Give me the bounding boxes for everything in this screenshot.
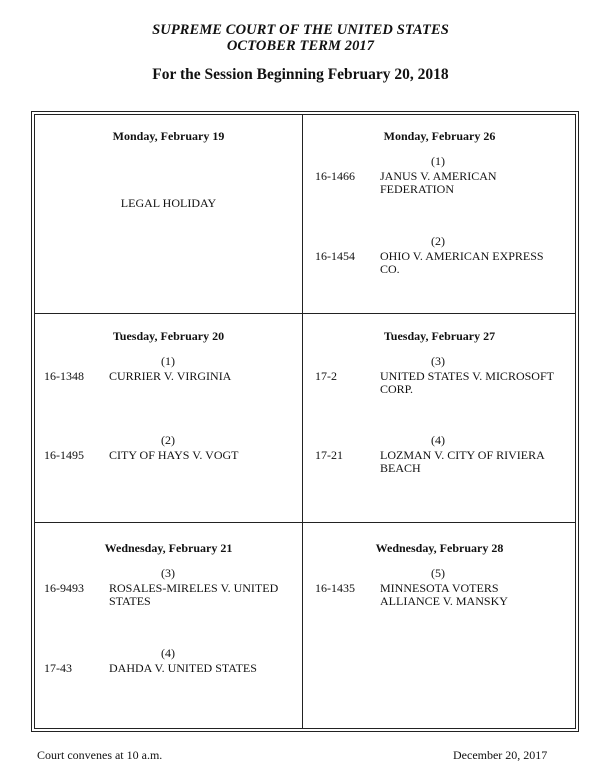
case-order: (5): [431, 566, 445, 580]
day-cell-tue27: [303, 314, 576, 522]
case-title: CITY OF HAYS V. VOGT: [109, 448, 239, 462]
case-title: JANUS V. AMERICAN FEDERATION: [380, 169, 497, 196]
case-order: (3): [161, 566, 175, 580]
court-title: SUPREME COURT OF THE UNITED STATES: [152, 22, 449, 38]
case-order: (4): [161, 646, 175, 660]
case-order: (1): [431, 154, 445, 168]
docket-number: 16-9493: [44, 581, 84, 595]
docket-number: 17-43: [44, 661, 72, 675]
case-order: (4): [431, 433, 445, 447]
day-label: Monday, February 19: [112, 129, 225, 143]
day-label: Monday, February 26: [383, 129, 496, 143]
case-title: UNITED STATES V. MICROSOFT CORP.: [380, 369, 554, 396]
docket-number: 17-2: [315, 369, 337, 383]
session-title: For the Session Beginning February 20, 2018: [152, 66, 449, 83]
day-label: Wednesday, February 28: [375, 541, 504, 555]
day-label: Tuesday, February 20: [112, 329, 225, 343]
case-order: (3): [431, 354, 445, 368]
case-order: (1): [161, 354, 175, 368]
docket-number: 16-1454: [315, 249, 355, 263]
case-title: ROSALES-MIRELES V. UNITED STATES: [109, 581, 279, 608]
docket-number: 17-21: [315, 448, 343, 462]
docket-number: 16-1495: [44, 448, 84, 462]
legal-holiday-note: LEGAL HOLIDAY: [120, 196, 217, 210]
issue-date: December 20, 2017: [453, 748, 548, 762]
case-title: CURRIER V. VIRGINIA: [109, 369, 232, 383]
docket-number: 16-1348: [44, 369, 84, 383]
case-title: LOZMAN V. CITY OF RIVIERA BEACH: [380, 448, 545, 475]
docket-number: 16-1435: [315, 581, 355, 595]
day-cell-wed28: [303, 523, 576, 729]
convenes-note: Court convenes at 10 a.m.: [37, 748, 163, 762]
day-label: Wednesday, February 21: [104, 541, 233, 555]
day-cell-tue20: [35, 314, 302, 522]
day-cell-mon26: [303, 115, 576, 313]
term-title: OCTOBER TERM 2017: [226, 38, 375, 54]
case-order: (2): [431, 234, 445, 248]
case-order: (2): [161, 433, 175, 447]
day-label: Tuesday, February 27: [383, 329, 496, 343]
case-title: DAHDA V. UNITED STATES: [109, 661, 257, 675]
case-title: MINNESOTA VOTERS ALLIANCE V. MANSKY: [380, 581, 508, 608]
day-cell-wed21: [35, 523, 302, 729]
case-title: OHIO V. AMERICAN EXPRESS CO.: [380, 249, 544, 276]
day-cell-mon19: [35, 115, 302, 313]
docket-number: 16-1466: [315, 169, 355, 183]
